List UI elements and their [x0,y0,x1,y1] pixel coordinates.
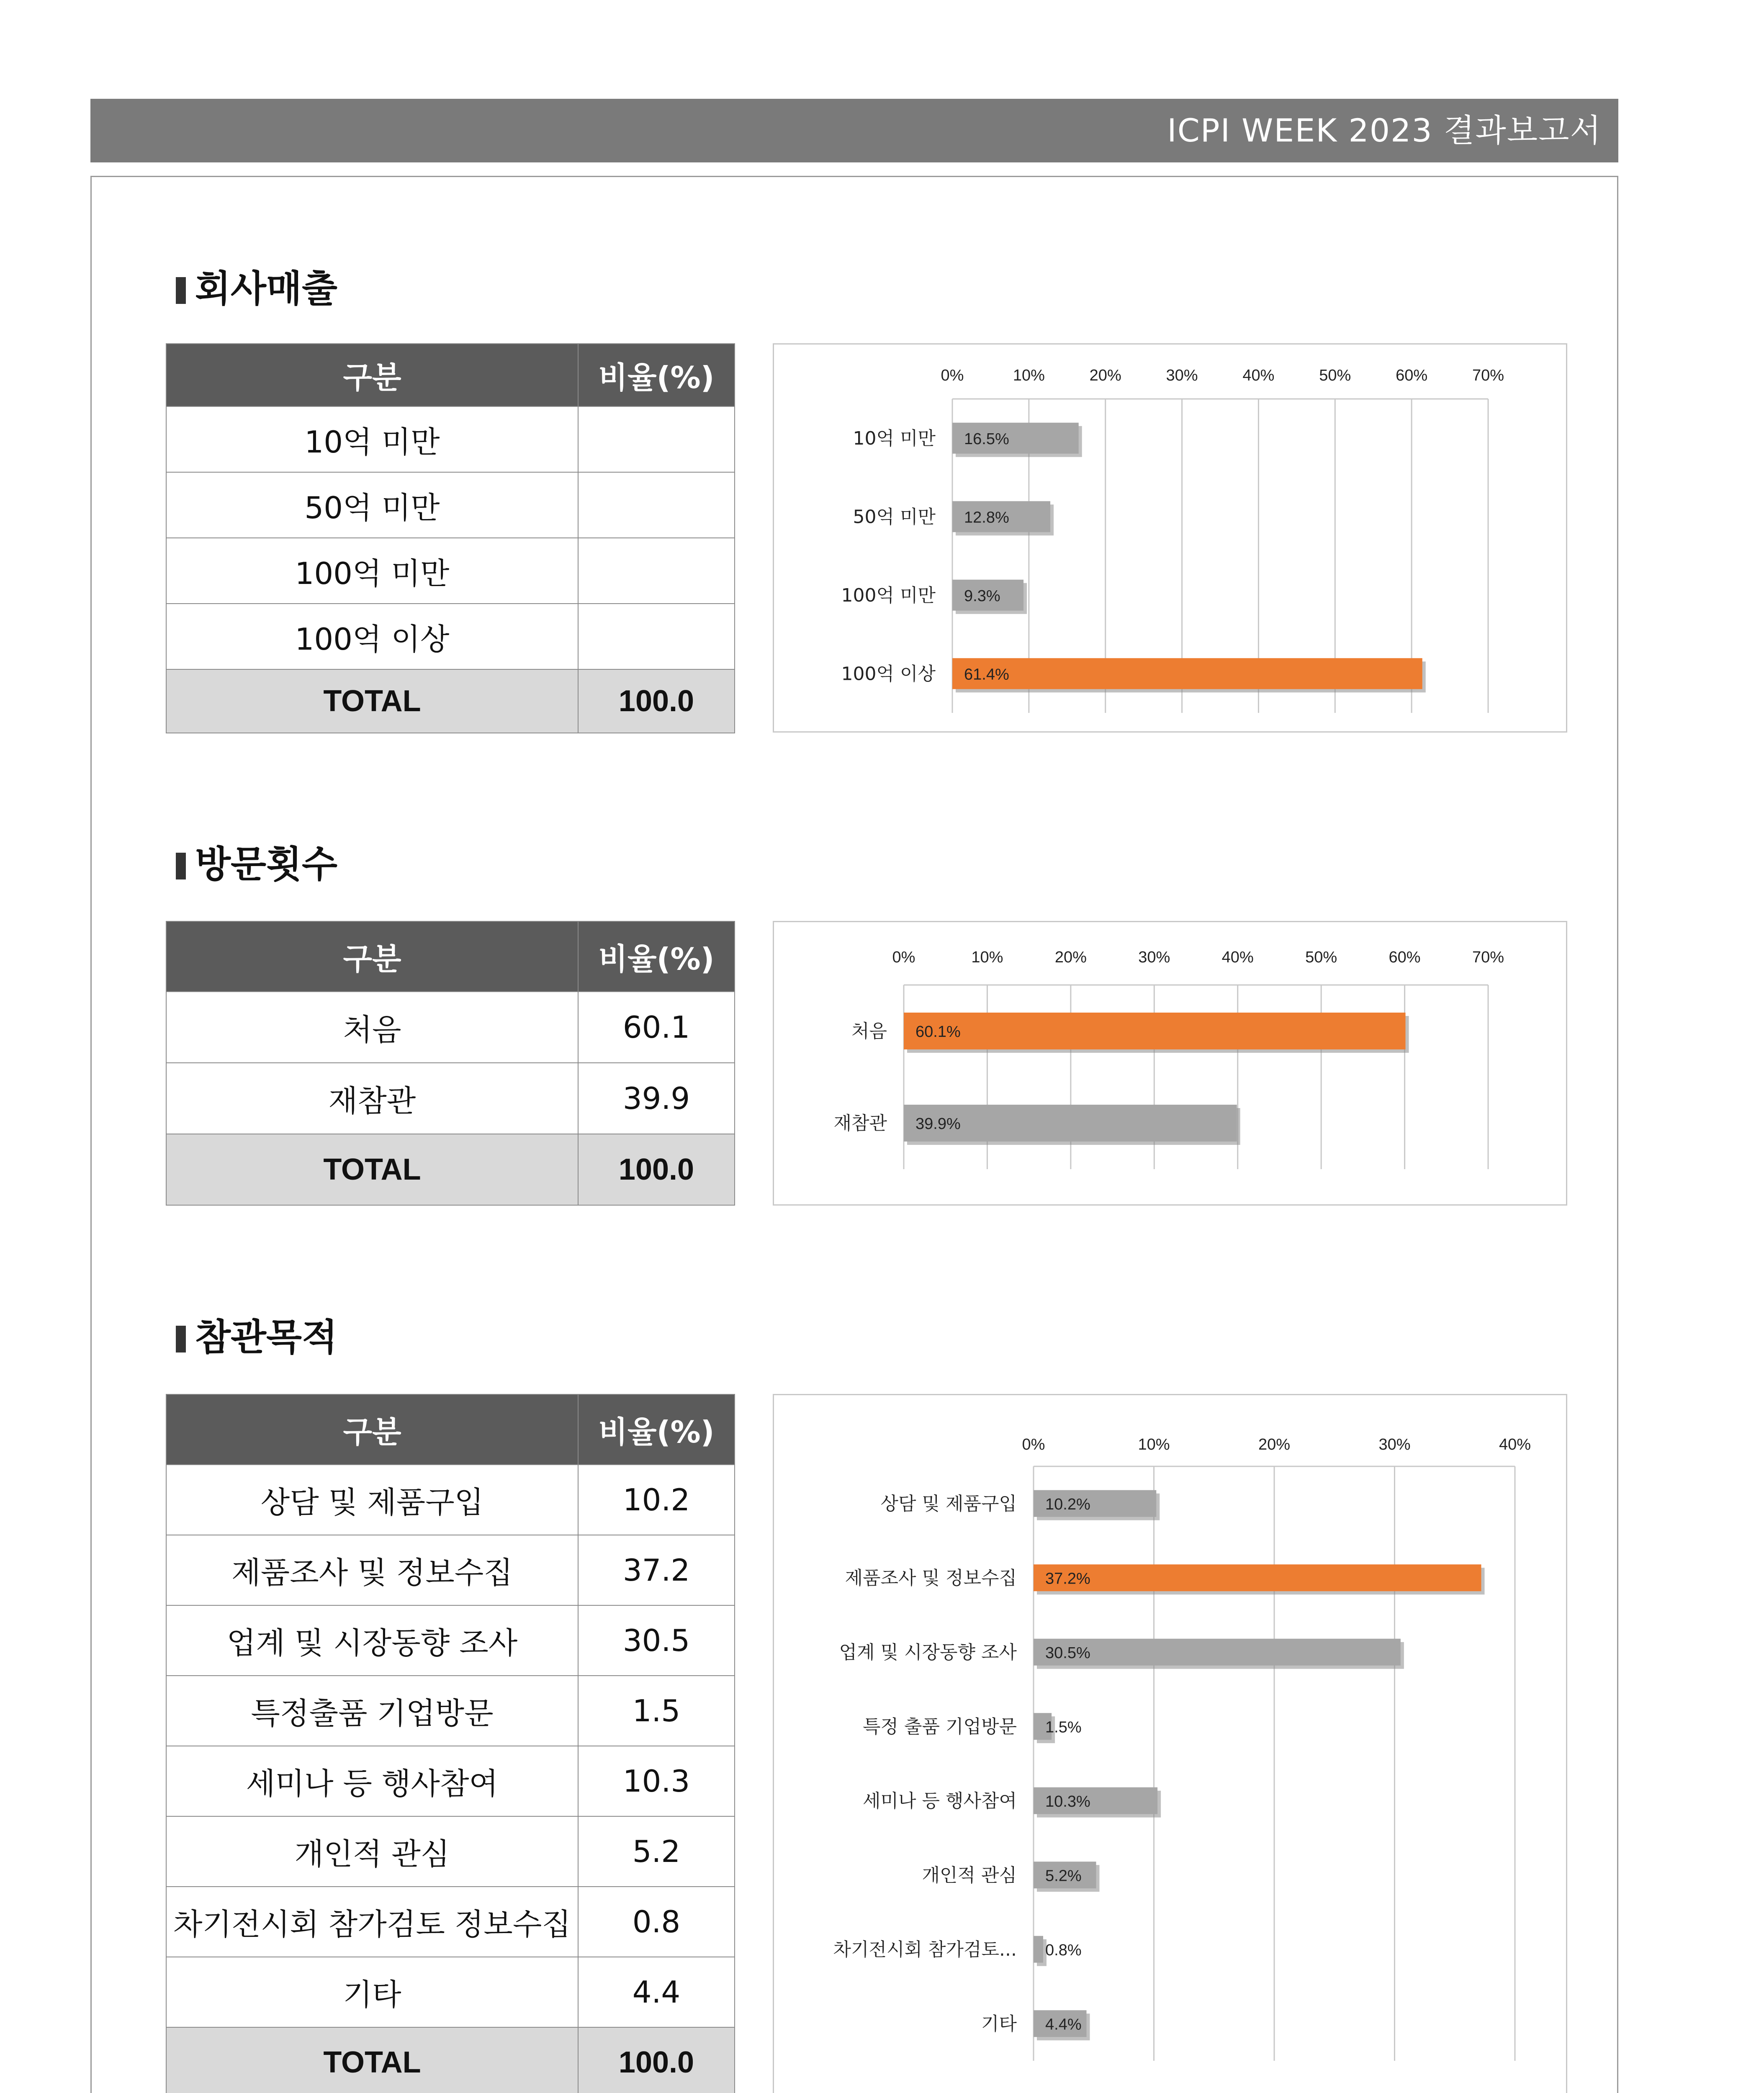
table-header-category: 구분 [166,344,578,406]
tick-label: 30% [1166,367,1198,384]
category-label: 100억 미만 [841,584,936,606]
data-label: 60.1% [915,1023,961,1041]
category-label: 처음 [851,1021,887,1042]
tick-label: 50% [1305,949,1337,966]
tick-label: 50% [1319,367,1351,384]
purpose-chart [773,1394,1567,2093]
table-row [166,1605,735,1676]
tick-label: 40% [1242,367,1275,384]
table-row [166,1816,735,1887]
category-label: 업계 및 시장동향 조사 [839,1641,1017,1663]
tick-label: 40% [1221,949,1254,966]
table-total-value: 100.0 [578,1134,735,1205]
table-total-row [166,2027,735,2093]
table-cell-value: 4.4 [578,1957,735,2027]
data-label: 10.3% [1045,1792,1090,1810]
table-cell-label: 기타 [166,1957,578,2027]
section-title-revenue [176,266,337,312]
table-total-value: 100.0 [578,669,735,733]
table-cell-value [578,472,735,538]
table-header-category: 구분 [166,1394,578,1465]
tick-label: 60% [1389,949,1421,966]
table-row [166,538,735,604]
data-label: 4.4% [1045,2016,1082,2034]
data-label: 10.2% [1045,1495,1090,1513]
table-row [166,1676,735,1746]
table-cell-value: 10.2 [578,1465,735,1535]
table-row [166,604,735,669]
header-title: ICPI WEEK 2023 결과보고서 [1167,112,1602,149]
data-label: 39.9% [915,1115,961,1133]
table-cell-label: 100억 미만 [166,538,578,604]
table-cell-value: 39.9 [578,1063,735,1134]
table-row [166,992,735,1063]
table-total-row [166,1134,735,1205]
tick-label: 10% [1013,367,1045,384]
tick-label: 20% [1054,949,1087,966]
section-title-text: 방문횟수 [195,843,338,886]
bar [904,1013,1406,1049]
table-total-row [166,669,735,733]
category-label: 차기전시회 참가검토... [833,1939,1017,1960]
tick-label: 30% [1138,949,1170,966]
section-bullet-icon [176,853,186,879]
table-header-ratio: 비율(%) [578,1394,735,1465]
visits-table [166,921,735,1206]
category-label: 기타 [981,2013,1017,2035]
table-cell-label: 50억 미만 [166,472,578,538]
tick-label: 40% [1499,1436,1531,1453]
chart-svg [774,1395,1569,2093]
table-row [166,1887,735,1957]
tick-label: 60% [1396,367,1428,384]
section-title-visits [176,841,337,887]
chart-svg [774,922,1569,1207]
category-label: 제품조사 및 정보수집 [845,1567,1017,1589]
table-cell-value: 5.2 [578,1816,735,1887]
revenue-table [166,343,735,733]
purpose-table [166,1394,735,2093]
table-row [166,1957,735,2027]
visits-chart [773,921,1567,1206]
tick-label: 10% [1138,1436,1170,1453]
table-cell-value: 10.3 [578,1746,735,1816]
table-total-label: TOTAL [166,2027,578,2093]
category-label: 세미나 등 행사참여 [862,1790,1017,1812]
table-total-value: 100.0 [578,2027,735,2093]
category-label: 50억 미만 [853,506,936,528]
table-cell-label: 제품조사 및 정보수집 [166,1535,578,1605]
table-cell-label: 차기전시회 참가검토 정보수집 [166,1887,578,1957]
table-header-ratio: 비율(%) [578,921,735,992]
table-cell-label: 개인적 관심 [166,1816,578,1887]
table-row [166,1535,735,1605]
category-label: 재참관 [833,1113,887,1134]
table-header-category: 구분 [166,921,578,992]
category-label: 특정 출품 기업방문 [862,1716,1017,1738]
table-cell-value [578,538,735,604]
section-title-purpose [176,1314,337,1360]
header-bar [90,99,1618,162]
data-label: 1.5% [1045,1718,1082,1736]
table-cell-label: 100억 이상 [166,604,578,669]
tick-label: 0% [941,367,964,384]
chart-svg [774,345,1569,734]
table-cell-label: 업계 및 시장동향 조사 [166,1605,578,1676]
data-label: 0.8% [1045,1941,1082,1959]
tick-label: 0% [1022,1436,1045,1453]
table-cell-value: 30.5 [578,1605,735,1676]
section-title-text: 회사매출 [195,267,338,310]
section-bullet-icon [176,1326,186,1352]
table-cell-value: 1.5 [578,1676,735,1746]
table-row [166,1465,735,1535]
data-label: 5.2% [1045,1867,1082,1885]
data-label: 12.8% [964,509,1009,527]
tick-label: 70% [1472,367,1504,384]
category-label: 개인적 관심 [922,1864,1017,1886]
table-total-label: TOTAL [166,669,578,733]
table-cell-value [578,604,735,669]
table-cell-label: 10억 미만 [166,406,578,472]
table-cell-label: 처음 [166,992,578,1063]
table-cell-label: 재참관 [166,1063,578,1134]
section-bullet-icon [176,277,186,304]
category-label: 100억 이상 [841,663,936,685]
table-cell-label: 특정출품 기업방문 [166,1676,578,1746]
data-label: 61.4% [964,666,1009,684]
data-label: 30.5% [1045,1644,1090,1662]
bar [952,658,1422,689]
table-total-label: TOTAL [166,1134,578,1205]
data-label: 37.2% [1045,1570,1090,1588]
tick-label: 0% [892,949,915,966]
table-header-ratio: 비율(%) [578,344,735,406]
tick-label: 70% [1472,949,1504,966]
table-cell-value [578,406,735,472]
data-label: 16.5% [964,430,1009,448]
table-row [166,406,735,472]
section-title-text: 참관목적 [195,1316,338,1359]
tick-label: 20% [1258,1436,1291,1453]
tick-label: 20% [1089,367,1121,384]
bar [1034,1564,1481,1591]
table-cell-label: 세미나 등 행사참여 [166,1746,578,1816]
table-cell-value: 0.8 [578,1887,735,1957]
data-label: 9.3% [964,587,1000,605]
revenue-chart [773,343,1567,733]
table-cell-value: 37.2 [578,1535,735,1605]
bar [1034,1936,1043,1963]
table-row [166,472,735,538]
table-cell-label: 상담 및 제품구입 [166,1465,578,1535]
table-cell-value: 60.1 [578,992,735,1063]
table-row [166,1063,735,1134]
category-label: 상담 및 제품구입 [880,1493,1017,1514]
tick-label: 10% [971,949,1003,966]
category-label: 10억 미만 [853,427,936,449]
tick-label: 30% [1378,1436,1411,1453]
table-row [166,1746,735,1816]
